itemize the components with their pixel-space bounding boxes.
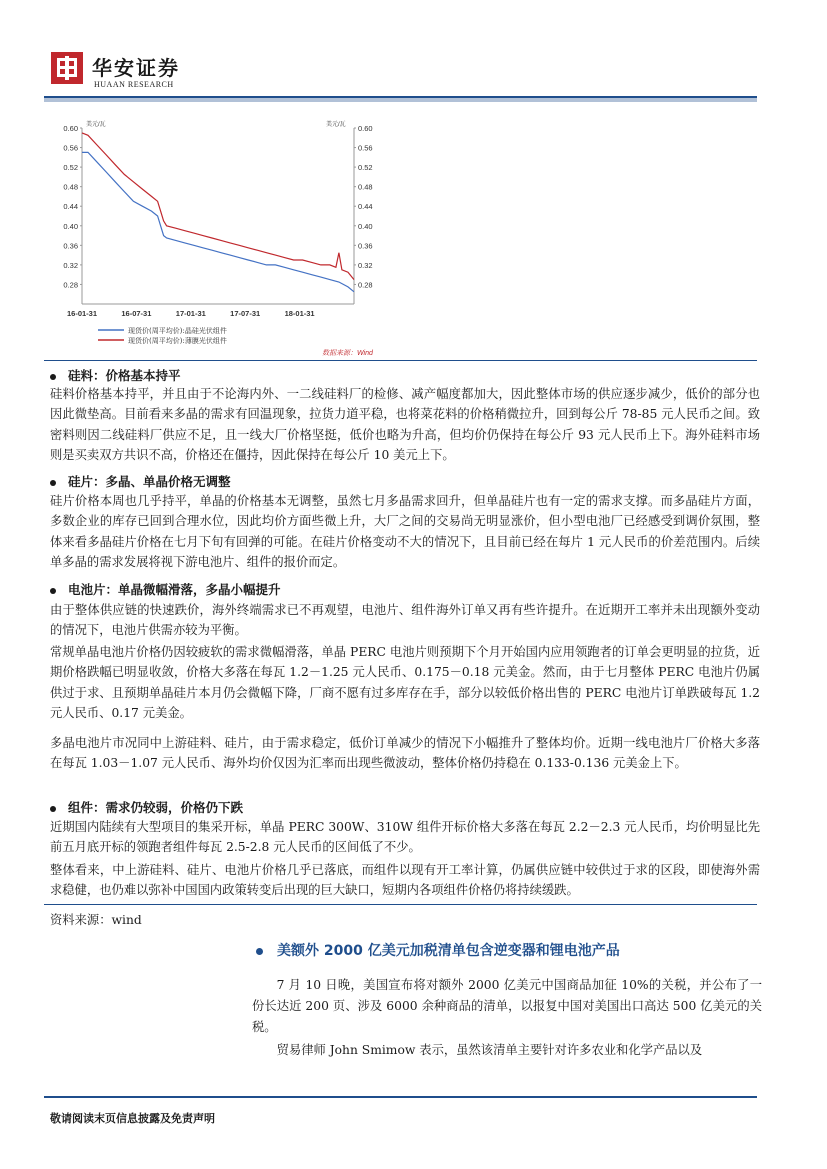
paragraph: 近期国内陆续有大型项目的集采开标，单晶 PERC 300W、310W 组件开标价格大多落在每瓦 2.2－2.3 元人民币，均价明显比先前五月底开标的领跑者组件每瓦 2.5-2.8 元人民币的区间低了不少。 <box>50 820 760 855</box>
chart-divider <box>44 360 757 361</box>
paragraph: 整体看来，中上游硅料、硅片、电池片价格几乎已落底，而组件以现有开工率计算，仍属供应链中较供过于求的区段，即使海外需求稳健，也仍难以弥补中国国内政策转变后出现的巨大缺口，短期内各项组件价格仍将持续缓跌。 <box>50 863 760 898</box>
brand-name-cn: 华安证券 <box>92 56 180 80</box>
x-tick-label: 18-01-31 <box>284 309 315 318</box>
paragraph: 硅片价格本周也几乎持平，单晶的价格基本无调整，虽然七月多晶需求回升，但单晶硅片也有一定的需求支撑。而多晶硅片方面，多数企业的库存已回到合理水位，因此均价方面些微上升，大厂之间的交易尚无明显涨价，但小型电池厂已经感受到调价氛围，整体来看多晶硅片价格在七月下旬有回弹的可能。在硅片价格变动不大的情况下，且目前已经在每片 1 元人民币的价差范围内。后续单多晶的需求发展将视下游电池片、组件的报价而定。 <box>50 494 760 569</box>
news-paragraph: 7 月 10 日晚，美国宣布将对额外 2000 亿美元中国商品加征 10%的关税，并公布了一份长达近 200 页、涉及 6000 余种商品的清单，以报复中国对美国出口高达 500 亿美元的关税。 <box>252 978 762 1034</box>
paragraph: 由于整体供应链的快速跌价，海外终端需求已不再观望，电池片、组件海外订单又再有些许提升。在近期开工率并未出现额外变动的情况下，电池片供需亦较为平衡。 <box>50 603 760 638</box>
bullet-icon <box>50 374 56 380</box>
y-tick-label-left: 0.60 <box>63 124 78 133</box>
y-tick-label-left: 0.52 <box>63 163 78 173</box>
section-heading-cell: 电池片：单晶微幅滑落，多晶小幅提升 <box>50 580 281 598</box>
header-divider-shadow <box>44 98 757 102</box>
brand-name-en: HUAAN RESEARCH <box>94 80 174 89</box>
y-tick-label-right: 0.32 <box>358 260 373 270</box>
legend-label: 现货价(周平均价):晶硅光伏组件 <box>128 327 227 335</box>
company-logo <box>51 52 83 84</box>
y-tick-label-right: 0.36 <box>358 241 373 251</box>
x-tick-label: 16-07-31 <box>121 309 152 318</box>
legend-label: 现货价(周平均价):薄膜光伏组件 <box>128 337 227 345</box>
footer-disclaimer: 敬请阅读末页信息披露及免责声明 <box>50 1112 215 1125</box>
bullet-icon <box>50 480 56 486</box>
series-line <box>82 133 354 280</box>
y-tick-label-left: 0.40 <box>63 221 78 231</box>
price-chart-svg <box>48 116 388 360</box>
y-axis-label-left: 美元/瓦 <box>86 122 106 128</box>
y-tick-label-right: 0.52 <box>358 163 373 173</box>
y-tick-label-left: 0.48 <box>63 182 78 192</box>
y-tick-label-right: 0.28 <box>358 280 373 290</box>
y-tick-label-right: 0.56 <box>358 143 373 153</box>
chart-source: 数据来源：Wind <box>322 350 373 357</box>
bullet-icon <box>50 588 56 594</box>
y-tick-label-right: 0.44 <box>358 202 373 212</box>
bullet-icon <box>50 806 56 812</box>
y-tick-label-left: 0.32 <box>63 260 78 270</box>
section-heading-module: 组件：需求仍较弱，价格仍下跌 <box>50 798 243 816</box>
x-tick-label: 17-07-31 <box>230 309 261 318</box>
source-note: 资料来源：wind <box>50 913 142 927</box>
y-tick-label-left: 0.56 <box>63 143 78 153</box>
y-tick-label-right: 0.48 <box>358 182 373 192</box>
y-tick-label-left: 0.28 <box>63 280 78 290</box>
y-tick-label-right: 0.40 <box>358 221 373 231</box>
price-chart <box>48 116 388 360</box>
section-heading-silicon: 硅料：价格基本持平 <box>50 366 181 384</box>
y-tick-label-right: 0.60 <box>358 124 373 133</box>
paragraph: 硅料价格基本持平，并且由于不论海内外、一二线硅料厂的检修、减产幅度都加大，因此整体市场的供应逐步减少，低价的部分也因此微垫高。目前看来多晶的需求有回温现象，拉货力道平稳，也将菜花料的价格稍微拉升，回到每公斤 78-85 元人民币之间。致密料则因二线硅料厂供应不足，且一线大厂价格坚挺，低价也略为升高，但均价仍保持在每公斤 93 元人民币上下。海外硅料市场则是买卖双方共识不高，价格还在僵持，因此保持在每公斤 10 美元上下。 <box>50 387 760 462</box>
footer-divider <box>44 1096 757 1098</box>
sections-divider <box>44 904 757 905</box>
x-tick-label: 16-01-31 <box>66 309 98 318</box>
y-axis-label-right: 美元/瓦 <box>326 122 346 128</box>
paragraph: 多晶电池片市况同中上游硅料、硅片，由于需求稳定，低价订单减少的情况下小幅推升了整体均价。近期一线电池片厂价格大多落在每瓦 1.03－1.07 元人民币、海外均价仅因为汇率而出现些微波动，整体价格仍持稳在 0.133-0.136 元美金上下。 <box>50 736 760 771</box>
news-paragraph: 贸易律师 John Smimow 表示，虽然该清单主要针对许多农业和化学产品以及 <box>276 1043 703 1057</box>
y-tick-label-left: 0.44 <box>63 202 78 212</box>
x-tick-label: 17-01-31 <box>175 309 206 318</box>
section-heading-wafer: 硅片：多晶、单晶价格无调整 <box>50 472 231 490</box>
bullet-icon <box>256 948 263 955</box>
paragraph: 常规单晶电池片价格仍因较疲软的需求微幅滑落，单晶 PERC 电池片则预期下个月开始国内应用领跑者的订单会更明显的拉货，近期价格跌幅已明显收敛，价格大多落在每瓦 1.2－1.25 元人民币、0.175－0.18 元美金。然而，由于七月整体 PERC 电池片仍属供过于求、且预期单晶硅片本月仍会微幅下降，厂商不愿有过多库存在手，部分以较低价格出售的 PERC 电池片订单跌破每瓦 1.2 元人民币、0.17 元美金。 <box>50 645 760 720</box>
news-title: 美额外 2000 亿美元加税清单包含逆变器和锂电池产品 <box>256 940 620 960</box>
y-tick-label-left: 0.36 <box>63 241 78 251</box>
